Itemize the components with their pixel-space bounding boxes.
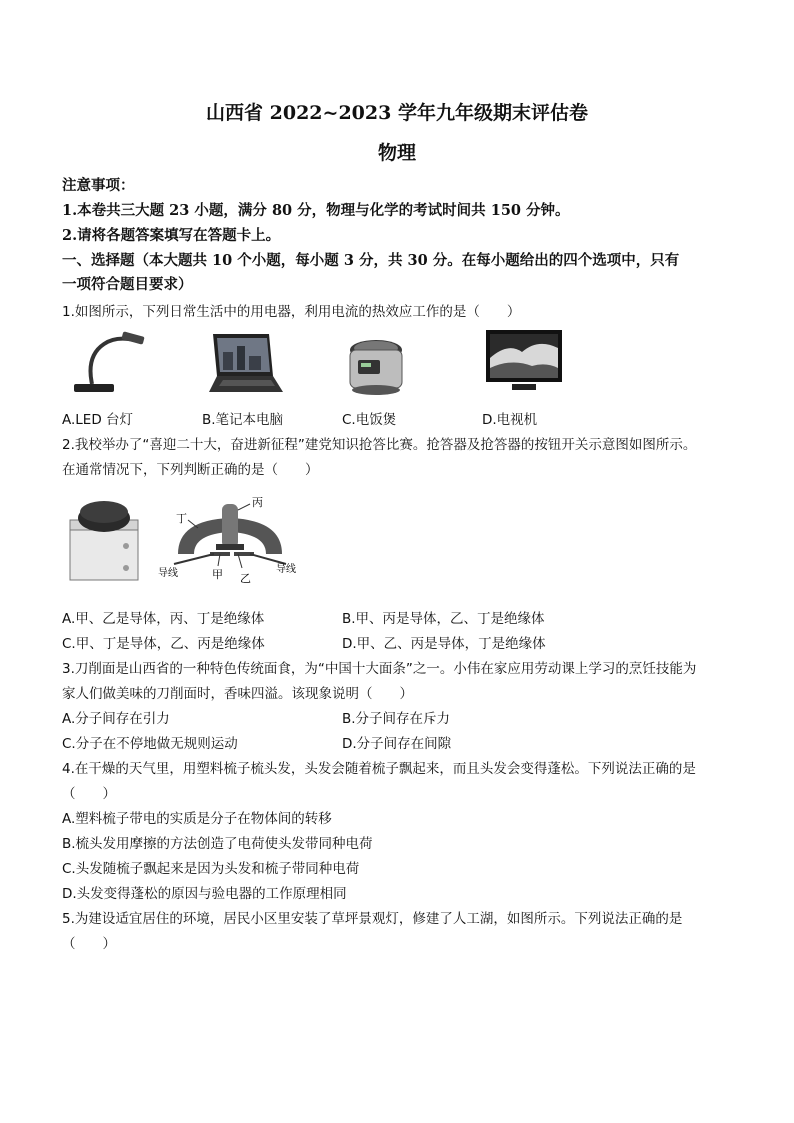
- q2-option-c: C.甲、丁是导体，乙、丙是绝缘体: [62, 636, 265, 652]
- q1-stem: 1.如图所示，下列日常生活中的用电器，利用电流的热效应工作的是（ ）: [62, 304, 521, 320]
- label-wire-right: 导线: [276, 564, 296, 575]
- led-lamp-image: [64, 326, 146, 398]
- notice-item-1: 1.本卷共三大题 23 小题，满分 80 分，物理与化学的考试时间共 150 分钟。: [62, 202, 570, 219]
- section1-heading-line1: 一、选择题（本大题共 10 个小题，每小题 3 分，共 30 分。在每小题给出的四个选项中，只有: [62, 252, 680, 269]
- subject-title: 物理: [377, 142, 416, 164]
- exam-title: 山西省 2022~2023 学年九年级期末评估卷: [206, 102, 588, 124]
- television-image: [482, 328, 564, 398]
- q2-stem-line1: 2.我校举办了“喜迎二十大，奋进新征程”建党知识抢答比赛。抢答器及抢答器的按钮开关示意图如图所示。: [62, 437, 697, 453]
- notice-heading: 注意事项：: [62, 177, 135, 194]
- q3-option-d: D.分子间存在间隙: [342, 736, 452, 752]
- q5-stem-line2: （ ）: [62, 936, 116, 952]
- q3-option-c: C.分子在不停地做无规则运动: [62, 736, 238, 752]
- q2-stem-line2: 在通常情况下，下列判断正确的是（ ）: [62, 462, 319, 478]
- label-bing: 丙: [252, 496, 263, 509]
- laptop-image: [205, 330, 285, 398]
- q3-stem-line2: 家人们做美味的刀削面时，香味四溢。该现象说明（ ）: [62, 686, 413, 702]
- q4-option-b: B.梳头发用摩擦的方法创造了电荷使头发带同种电荷: [62, 836, 373, 852]
- q4-option-c: C.头发随梳子飘起来是因为头发和梳子带同种电荷: [62, 861, 360, 877]
- q2-option-d: D.甲、乙、丙是导体，丁是绝缘体: [342, 636, 546, 652]
- rice-cooker-image: [344, 334, 408, 398]
- q1-option-b: B.笔记本电脑: [202, 412, 284, 428]
- section1-heading-line2: 一项符合题目要求）: [62, 276, 193, 293]
- q1-option-c: C.电饭煲: [342, 412, 397, 428]
- q2-option-a: A.甲、乙是导体，丙、丁是绝缘体: [62, 611, 265, 627]
- q3-stem-line1: 3.刀削面是山西省的一种特色传统面食，为“中国十大面条”之一。小伟在家应用劳动课上学习的烹饪技能为: [62, 661, 697, 677]
- q4-stem-line2: （ ）: [62, 786, 116, 802]
- q1-option-d: D.电视机: [482, 412, 538, 428]
- q1-option-a: A.LED 台灯: [62, 412, 134, 428]
- label-wire-left: 导线: [158, 568, 178, 579]
- q4-stem-line1: 4.在干燥的天气里，用塑料梳子梳头发，头发会随着梳子飘起来，而且头发会变得蓬松。下列说法正确的是: [62, 761, 696, 777]
- notice-item-2: 2.请将各题答案填写在答题卡上。: [62, 227, 281, 244]
- q3-option-b: B.分子间存在斥力: [342, 711, 451, 727]
- label-ding: 丁: [176, 512, 187, 525]
- q5-stem-line1: 5.为建设适宜居住的环境，居民小区里安装了草坪景观灯，修建了人工湖，如图所示。下列说法正确的是: [62, 911, 683, 927]
- button-switch-diagram: [158, 494, 304, 586]
- q3-option-a: A.分子间存在引力: [62, 711, 170, 727]
- label-jia: 甲: [212, 568, 223, 581]
- q4-option-d: D.头发变得蓬松的原因与验电器的工作原理相同: [62, 886, 347, 902]
- label-yi: 乙: [240, 572, 251, 585]
- buzzer-button-image: [64, 490, 146, 586]
- q2-option-b: B.甲、丙是导体，乙、丁是绝缘体: [342, 611, 545, 627]
- q4-option-a: A.塑料梳子带电的实质是分子在物体间的转移: [62, 811, 332, 827]
